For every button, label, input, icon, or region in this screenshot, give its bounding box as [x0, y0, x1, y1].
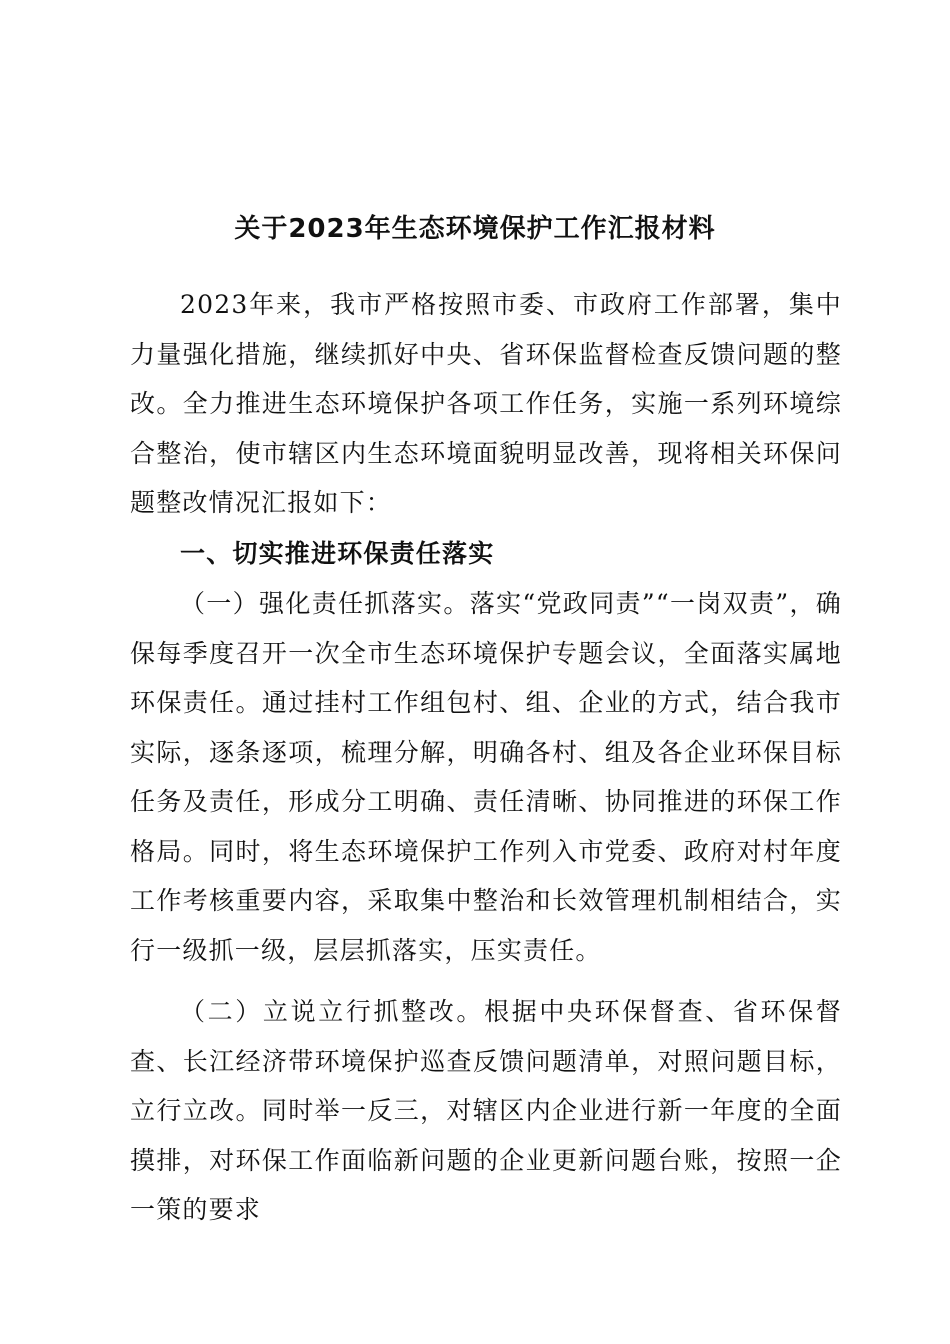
document-body: [130, 280, 842, 1235]
subsection-paragraph-2: （二）立说立行抓整改。根据中央环保督查、省环保督查、长江经济带环境保护巡查反馈问题清单，对照问题目标，立行立改。同时举一反三，对辖区内企业进行新一年度的全面摸排，对环保工作面临新问题的企业更新问题台账，按照一企一策的要求: [130, 997, 842, 1224]
document-title: 关于2023年生态环境保护工作汇报材料: [234, 214, 716, 244]
intro-paragraph: 2023年来，我市严格按照市委、市政府工作部署，集中力量强化措施，继续抓好中央、省环保监督检查反馈问题的整改。全力推进生态环境保护各项工作任务，实施一系列环境综合整治，使市辖区内生态环境面貌明显改善，现将相关环保问题整改情况汇报如下：: [130, 290, 842, 517]
section-heading-1: 一、切实推进环保责任落实: [180, 538, 495, 568]
subsection-paragraph-1: （一）强化责任抓落实。落实“党政同责”“一岗双责”，确保每季度召开一次全市生态环境保护专题会议，全面落实属地环保责任。通过挂村工作组包村、组、企业的方式，结合我市实际，逐条逐项，梳理分解，明确各村、组及各企业环保目标任务及责任，形成分工明确、责任清晰、协同推进的环保工作格局。同时，将生态环境保护工作列入市党委、政府对村年度工作考核重要内容，采取集中整治和长效管理机制相结合，实行一级抓一级，层层抓落实，压实责任。: [130, 589, 842, 965]
